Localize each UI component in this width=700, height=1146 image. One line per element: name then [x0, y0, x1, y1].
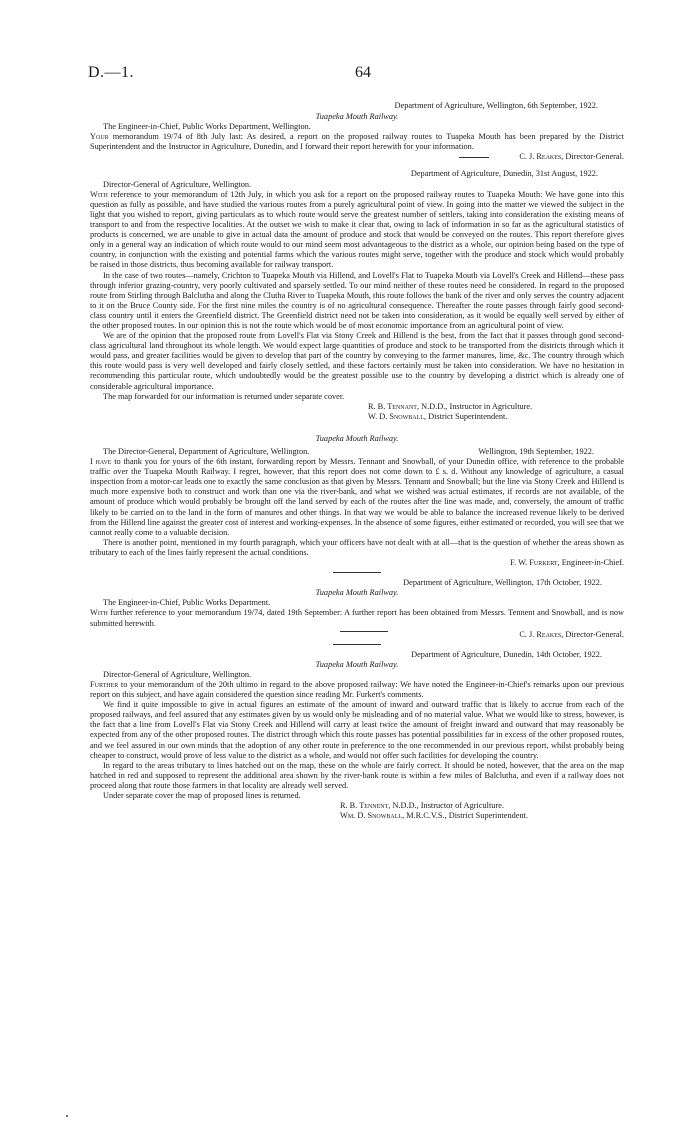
letter-1-signature — [90, 152, 624, 162]
letter-5-signatory-2: Wm. D. Snowball, — [340, 811, 405, 821]
document-reference: D.—1. — [88, 64, 135, 81]
letter-4-addressee: The Engineer-in-Chief, Public Works Department. — [103, 598, 271, 608]
letter-3-paragraph-2: There is another point, mentioned in my fourth paragraph, which your officers have not dealt with at all—that is the question of whether the areas shown as tributary to each of the lines fairly represent the actual conditions. — [90, 537, 624, 557]
section-separator — [333, 572, 381, 573]
letter-1-body — [90, 132, 624, 152]
page-number: 64 — [355, 64, 371, 81]
letter-3 — [90, 434, 624, 568]
letter-5-addressee: Director-General of Agriculture, Wellington. — [103, 669, 252, 679]
letter-2-paragraph-1-text: reference to your memorandum of 12th July, in which you ask for a report on the proposed railway routes to Tuapeka Mouth: We have gone into this question as fully as possible, and have studied the various routes from a purely agricultural point of view. In going into the matter we viewed the subject in the light that you wished to report, giving particulars as to which route would serve the greatest number of settlers, taking into consideration the existing means of transport to and from the respective localities. At the outset we wish to make it clear that, owing to lack of information in so far as the agricultural statistics of products is concerned, we are unable to give in actual data the amount of produce and stock that would be conveyed on the routes. This report therefore gives only in a general way an indication of which route would to our mind seem most advantageous to the district as a whole, our opinion being based on the type of country, in conjunction with the existing and potential farms which the various routes might serve, together with the produce and stock which would probably be raised in those districts, thus becoming available for railway transport. — [90, 189, 624, 270]
letter-3-paragraph-1 — [90, 457, 624, 538]
letter-4 — [90, 578, 624, 640]
letter-3-signatory: F. W. Furkert, — [510, 558, 560, 568]
letter-1-title: Tuapeka Mouth Railway. — [315, 112, 399, 122]
letter-3-opening-word: I have — [90, 457, 112, 467]
letter-2-paragraph-3: We are of the opinion that the proposed route from Lovell's Flat via Stony Creek and Hillend is the best, from the fact that it passes through good second-class agricultural land throughout its whole length. We would expect large quantities of produce and stock to be transported from the districts through which it would pass, and greater facilities would be given to develop that part of the country by conveying to the farmer manures, lime, &c. The country through which this route would pass is very well developed and fairly closely settled, and these factors certainly must be taken into consideration. We have no hesitation in recommending this particular route, which undoubtedly would be the greatest possible use to the country by developing a district which is already one of considerable agricultural importance. — [90, 331, 624, 391]
letter-3-addressee-line — [90, 447, 624, 457]
letter-3-addressee: The Director-General, Department of Agriculture, Wellington. — [103, 447, 310, 456]
letter-5-signatory-2-title: M.R.C.V.S., District Superintendent. — [406, 811, 528, 821]
letter-4-dateline: Department of Agriculture, Wellington, 17th October, 1922. — [403, 578, 602, 588]
page-header — [0, 64, 700, 84]
letter-5-paragraph-1 — [90, 680, 624, 700]
letter-2-signature-1 — [90, 402, 624, 412]
letter-2-signatory-2: W. D. Snowball, — [368, 411, 427, 421]
letter-3-paragraph-1-text: to thank you for yours of the 6th instant, forwarding report by Messrs. Tennant and Snowball, of your Dunedin office, with reference to the probable traffic over the Tuapeka Mouth Railway. I regret, however, that this report does not come down to £ s. d. Without any knowledge of agriculture, a casual inspection from a motor-car leads one to exactly the same conclusion as that given by Messrs. Tennant and Snowball; but the line via Stony Creek and Hillend is much more expensive both to construct and work than one via the river-bank, and what we wished was actual estimates, if records are not available, of the amount of produce which would probably be brought off the land served by each of the routes after the line was made, and, conversely, the amount of traffic likely to be carried on to the land in the form of manures and other things. In that way we would be able to balance the increased revenue likely to be derived from the Hillend line against the greater cost of interest and working-expenses. In the absence of some figures, either estimated or recorded, you will see that we cannot really come to a valuable decision. — [90, 457, 625, 537]
letter-3-signatory-title: Engineer-in-Chief. — [561, 558, 624, 568]
letter-5-signature-2 — [90, 811, 624, 821]
letter-5-paragraph-3: In regard to the areas tributary to lines hatched out on the map, these on the whole are fairly correct. It should be noted, however, that the area on the map hatched in red and supposed to represent the additional area shown by the river-bank route is within a few miles of Balclutha, and even if a railway does not proceed along that route those farmers in that locality are already well served. — [90, 760, 624, 790]
letter-5 — [90, 650, 624, 822]
letter-3-date: Wellington, 19th September, 1922. — [478, 447, 594, 456]
letter-4-text: further reference to your memorandum 19/74, dated 19th September: A further report has been obtained from Messrs. Tennent and Snowball, and is now submitted herewith. — [90, 608, 624, 628]
letter-4-title: Tuapeka Mouth Railway. — [315, 588, 399, 598]
document-body — [90, 98, 624, 821]
section-separator — [333, 644, 381, 645]
letter-2-paragraph-4: The map forwarded for our information is returned under separate cover. — [103, 391, 345, 401]
letter-3-signature — [90, 558, 624, 568]
letter-5-signatory-1-title: N.D.D., Instructor of Agriculture. — [392, 801, 504, 811]
letter-4-opening-word: With — [90, 608, 108, 618]
letter-5-paragraph-1-text: to your memorandum of the 20th ultimo in regard to the above proposed railway: We have noted the Engineer-in-Chief's remarks upon our previous report on this subject, and have again considered the question since reading Mr. Furkert's comments. — [90, 679, 625, 700]
letter-5-paragraph-2: We find it quite impossible to give in actual figures an estimate of the amount of inward and outward traffic that is likely to accrue from each of the proposed railways, and feel assured that any estimates given by us would only be misleading and of no material value. What we would like to stress, however, is the fact that a line from Lovell's Flat via Stony Creek and Hillend will carry at least twice the amount of freight inward and outward that may reasonably be expected from any of the other proposed routes. The district through which this route passes has potential possibilities far in excess of the other proposed routes, and we feel assured in our own minds that the adoption of any other route in preference to the one recommended in our previous report, whilst probably being cheaper to construct, would prove of less value to the district as a whole, and would not offer such facilities for developing the country. — [90, 700, 624, 760]
letter-2 — [90, 169, 624, 422]
letter-1-signatory: C. J. Reakes, — [519, 152, 564, 162]
letter-4-signature — [90, 630, 624, 640]
letter-1 — [90, 101, 624, 163]
letter-1-signatory-title: Director-General. — [565, 152, 624, 162]
letter-1-text: memorandum 19/74 of 8th July last: As desired, a report on the proposed railway routes to Tuapeka Mouth has been prepared by the District Superintendent and the Instructor in Agriculture, Dunedin, and I forward their report herewith for your information. — [90, 132, 624, 152]
letter-4-signatory: C. J. Reakes, — [519, 629, 564, 639]
letter-2-addressee: Director-General of Agriculture, Wellington. — [103, 179, 252, 189]
letter-5-signature-1 — [90, 801, 624, 811]
letter-2-signatory-1-title: N.D.D., Instructor in Agriculture. — [421, 401, 533, 411]
letter-4-signatory-title: Director-General. — [565, 629, 624, 639]
letter-2-signatory-2-title: District Superintendent. — [428, 411, 508, 421]
letter-5-title: Tuapeka Mouth Railway. — [315, 659, 399, 669]
letter-3-title: Tuapeka Mouth Railway. — [315, 433, 399, 443]
scan-speck — [66, 1115, 68, 1117]
letter-1-addressee: The Engineer-in-Chief, Public Works Department, Wellington. — [103, 122, 311, 132]
letter-2-paragraph-2: In the case of two routes—namely, Crichton to Tuapeka Mouth via Hillend, and Lovell's Flat to Tuapeka Mouth via Lovell's Creek and Hillend—these pass through inferior grazing-country, very poorly cultivated and sparsely settled. To our mind neither of these routes need be considered. In regard to the proposed route from Stirling through Balclutha and along the Clutha River to Tuapeka Mouth, this route follows the bank of the river and only serves the country adjacent to it on the Bruce County side. For the first nine miles the country is of no agricultural consequence. Thereafter the route passes through fairly good second-class country until it enters the Greenfield district. The Greenfield district need not be taken into consideration, as it would be equally well served by either of the other proposed routes. In our opinion this is not the route which would be of most economic importance from an agricultural point of view. — [90, 270, 624, 330]
letter-2-dateline: Department of Agriculture, Dunedin, 31st August, 1922. — [410, 168, 598, 178]
signature-dash — [459, 157, 489, 158]
letter-2-paragraph-1 — [90, 190, 624, 271]
letter-5-signatory-1: R. B. Tennent, — [340, 801, 391, 811]
letter-5-paragraph-4: Under separate cover the map of proposed lines is returned. — [103, 791, 301, 800]
letter-5-dateline: Department of Agriculture, Dunedin, 14th October, 1922. — [411, 649, 602, 659]
letter-4-body — [90, 608, 624, 628]
letter-1-dateline: Department of Agriculture, Wellington, 6th September, 1922. — [394, 101, 598, 110]
letter-2-signature-2 — [90, 412, 624, 422]
letter-5-opening-word: Further — [90, 679, 119, 689]
letter-1-opening-word: Your — [90, 132, 109, 142]
letter-2-opening-word: With — [90, 189, 108, 199]
letter-2-signatory-1: R. B. Tennant, — [368, 401, 420, 411]
